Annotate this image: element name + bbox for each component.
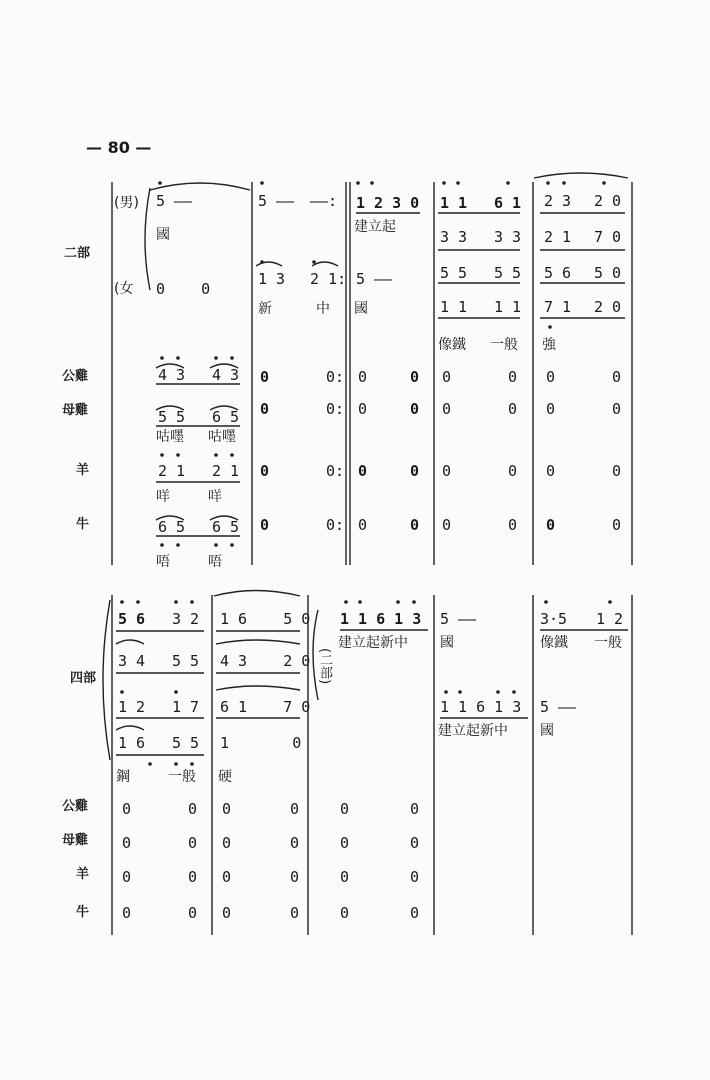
s2-c6-a: 3·5 — [540, 610, 568, 628]
s2-z-r3-2: 0 — [188, 868, 198, 886]
m4-c1: 5 5 — [440, 264, 468, 282]
s2-z-r1-2: 0 — [188, 800, 198, 818]
s2-c4-a: 1 1 6 1 3 — [340, 610, 422, 628]
m3-male: 1 2 3 0 — [356, 194, 420, 212]
part-label-4: 四部 — [70, 671, 97, 686]
m3-male-lyric: 建立起 — [354, 219, 396, 235]
m5-a2: 2 0 — [594, 192, 622, 210]
m5-rooster-b: 0 — [612, 368, 622, 386]
m3-goat-b: 0 — [410, 462, 420, 480]
voice-male-label: (男) — [114, 195, 139, 211]
s2-c7-a: 1 2 — [596, 610, 624, 628]
part-label-2-side: (二部) — [317, 648, 332, 685]
s2-z-r1-6: 0 — [410, 800, 420, 818]
m4-b1: 3 3 — [440, 228, 468, 246]
s2-z-r1-4: 0 — [290, 800, 300, 818]
m1b-rooster: 4 3 — [212, 366, 240, 384]
m5-goat-b: 0 — [612, 462, 622, 480]
m1-hen-lyric: 咕嚜 — [156, 429, 184, 445]
m5-d1: 7 1 — [544, 298, 572, 316]
m4-lyric-b: 一般 — [490, 337, 518, 353]
m3-female: 5 —— — [356, 270, 393, 288]
s2-c3-lyric: 硬 — [218, 769, 232, 785]
s2-c3-a: 1 6 5 0 — [220, 610, 311, 628]
m2b-female-lyric: 中 — [316, 301, 330, 317]
m4-cow-a: 0 — [442, 516, 452, 534]
s2-z-r3-5: 0 — [340, 868, 350, 886]
s2-c6-lyric: 像鐵 — [540, 635, 568, 651]
m5-hen-a: 0 — [546, 400, 556, 418]
s2-z-r3-1: 0 — [122, 868, 132, 886]
s2-c3-b: 4 3 2 0 — [220, 652, 311, 670]
s2-c8-a: 1 1 6 1 3 — [440, 698, 522, 716]
m5-d2: 2 0 — [594, 298, 622, 316]
s2-z-r1-5: 0 — [340, 800, 350, 818]
s2-z-r4-1: 0 — [122, 904, 132, 922]
s2-z-r3-4: 0 — [290, 868, 300, 886]
s2-z-r4-3: 0 — [222, 904, 232, 922]
s2-z-r2-2: 0 — [188, 834, 198, 852]
m1b-hen: 6 5 — [212, 408, 240, 426]
m3-rooster-a: 0 — [358, 368, 368, 386]
m1-cow: 6 5 — [158, 518, 186, 536]
m4-d2: 1 1 — [494, 298, 522, 316]
m4-cow-b: 0 — [508, 516, 518, 534]
m5-b2: 7 0 — [594, 228, 622, 246]
s2-c1-c: 1 2 — [118, 698, 146, 716]
m1-male: 5 —— — [156, 192, 193, 210]
m4-rooster-b: 0 — [508, 368, 518, 386]
animal-rooster: 公雞 — [62, 369, 89, 384]
m2b-rooster: 0: — [326, 368, 345, 386]
m2b-hen: 0: — [326, 400, 345, 418]
m4-a2: 6 1 — [494, 194, 522, 212]
s2-z-r4-2: 0 — [188, 904, 198, 922]
animal-cow-2: 牛 — [76, 905, 90, 920]
m4-b2: 3 3 — [494, 228, 522, 246]
m3-hen-b: 0 — [410, 400, 420, 418]
animal-cow: 牛 — [76, 517, 90, 532]
m3-goat-a: 0 — [358, 462, 368, 480]
m5-lyric: 強 — [542, 337, 556, 353]
s2-c3-c: 6 1 7 0 — [220, 698, 311, 716]
m1-female: 0 0 — [156, 280, 211, 298]
m1-rooster: 4 3 — [158, 366, 186, 384]
m3-cow-a: 0 — [358, 516, 368, 534]
m2b-male: ——: — [310, 192, 338, 210]
m4-goat-b: 0 — [508, 462, 518, 480]
s2-z-r1-1: 0 — [122, 800, 132, 818]
m4-goat-a: 0 — [442, 462, 452, 480]
s2-c2-b: 5 5 — [172, 652, 200, 670]
m2b-goat: 0: — [326, 462, 345, 480]
s2-c7-lyric: 一般 — [594, 635, 622, 651]
animal-hen-2: 母雞 — [62, 833, 89, 848]
voice-female-label: (女 — [114, 281, 134, 297]
m5-c2: 5 0 — [594, 264, 622, 282]
m1b-cow-lyric: 唔 — [208, 554, 222, 570]
m3-female-lyric: 國 — [354, 301, 368, 317]
m2-cow: 0 — [260, 516, 270, 534]
m3-cow-b: 0 — [410, 516, 420, 534]
m1b-cow: 6 5 — [212, 518, 240, 536]
s2-z-r2-4: 0 — [290, 834, 300, 852]
m2-goat: 0 — [260, 462, 270, 480]
m3-rooster-b: 0 — [410, 368, 420, 386]
s2-c2-d: 5 5 — [172, 734, 200, 752]
animal-goat: 羊 — [76, 463, 90, 478]
s2-c2-a: 3 2 — [172, 610, 200, 628]
animal-hen: 母雞 — [62, 403, 89, 418]
s2-z-r2-5: 0 — [340, 834, 350, 852]
m4-d1: 1 1 — [440, 298, 468, 316]
s2-z-r2-6: 0 — [410, 834, 420, 852]
m2-male: 5 —— — [258, 192, 295, 210]
s2-c1-a: 5 6 — [118, 610, 146, 628]
s2-c4-lyric: 建立起新中 — [338, 635, 408, 651]
m1-goat-lyric: 咩 — [156, 489, 170, 505]
m2-female: 1 3 — [258, 270, 286, 288]
m1b-goat-lyric: 咩 — [208, 489, 222, 505]
m5-cow-a: 0 — [546, 516, 556, 534]
m1-lyric: 國 — [156, 227, 170, 243]
s2-c8-lyric: 建立起新中 — [438, 723, 508, 739]
s2-c9-a: 5 —— — [540, 698, 577, 716]
m5-c1: 5 6 — [544, 264, 572, 282]
s2-c3-d: 1 0 — [220, 734, 302, 752]
s2-z-r4-6: 0 — [410, 904, 420, 922]
page-number: — 80 — — [86, 138, 152, 157]
m1b-hen-lyric: 咕嚜 — [208, 429, 236, 445]
s2-z-r2-3: 0 — [222, 834, 232, 852]
m2b-cow: 0: — [326, 516, 345, 534]
m2-rooster: 0 — [260, 368, 270, 386]
s2-c9-lyric: 國 — [540, 723, 554, 739]
s2-z-r3-3: 0 — [222, 868, 232, 886]
animal-goat-2: 羊 — [76, 867, 90, 882]
s2-c2-lyric: 一般 — [168, 769, 196, 785]
m3-hen-a: 0 — [358, 400, 368, 418]
s2-z-r2-1: 0 — [122, 834, 132, 852]
m5-cow-b: 0 — [612, 516, 622, 534]
s2-c1-d: 1 6 — [118, 734, 146, 752]
m1-goat: 2 1 — [158, 462, 186, 480]
m5-rooster-a: 0 — [546, 368, 556, 386]
m4-hen-b: 0 — [508, 400, 518, 418]
s2-c2-c: 1 7 — [172, 698, 200, 716]
m1-hen: 5 5 — [158, 408, 186, 426]
m2-hen: 0 — [260, 400, 270, 418]
part-label-2: 二部 — [64, 246, 91, 261]
m4-c2: 5 5 — [494, 264, 522, 282]
m4-rooster-a: 0 — [442, 368, 452, 386]
m1b-goat: 2 1 — [212, 462, 240, 480]
s2-c5-a: 5 —— — [440, 610, 477, 628]
s2-z-r3-6: 0 — [410, 868, 420, 886]
s2-c1-b: 3 4 — [118, 652, 146, 670]
s2-c1-lyric: 鋼 — [116, 769, 130, 785]
s2-z-r4-4: 0 — [290, 904, 300, 922]
s2-c5-lyric: 國 — [440, 635, 454, 651]
m4-a1: 1 1 — [440, 194, 468, 212]
m2-female-lyric: 新 — [258, 301, 272, 317]
m5-a1: 2 3 — [544, 192, 572, 210]
m5-hen-b: 0 — [612, 400, 622, 418]
m5-goat-a: 0 — [546, 462, 556, 480]
m4-lyric-a: 像鐵 — [438, 337, 466, 353]
s2-z-r1-3: 0 — [222, 800, 232, 818]
m1-cow-lyric: 唔 — [156, 554, 170, 570]
animal-rooster-2: 公雞 — [62, 799, 89, 814]
m4-hen-a: 0 — [442, 400, 452, 418]
s2-z-r4-5: 0 — [340, 904, 350, 922]
m2b-female: 2 1: — [310, 270, 347, 288]
m5-b1: 2 1 — [544, 228, 572, 246]
